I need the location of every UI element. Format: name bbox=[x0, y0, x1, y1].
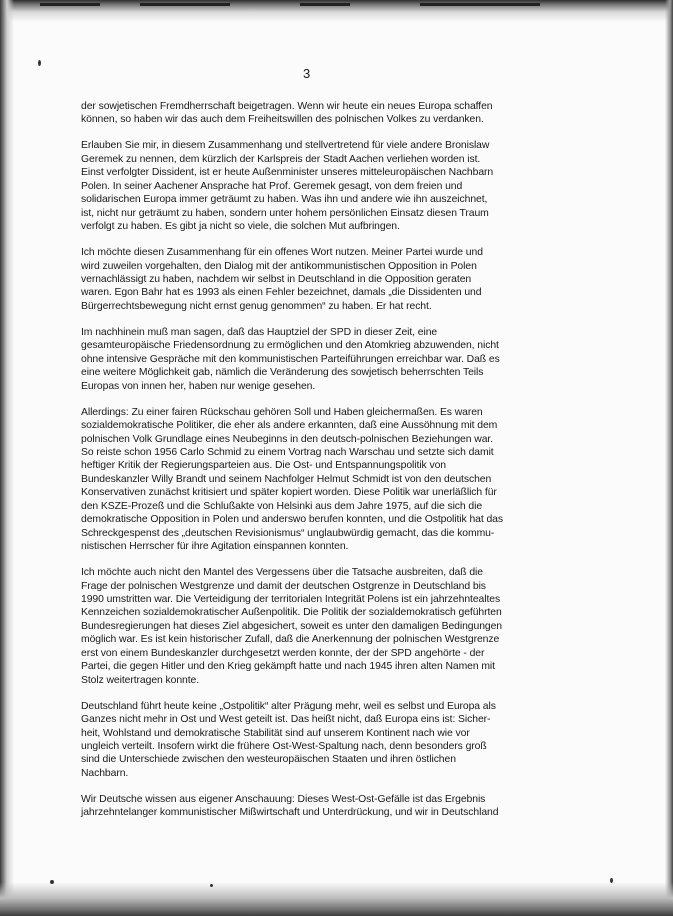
text-line: Einst verfolgter Dissident, ist er heute Außenminister unseres mitteleuropäischen Nachbarn bbox=[81, 167, 494, 179]
text-line: jahrzehntelanger kommunistischer Mißwirtschaft und Unterdrückung, und wir in Deutschland bbox=[81, 807, 499, 819]
scan-edge-right bbox=[665, 0, 673, 916]
text-line: der sowjetischen Fremdherrschaft beigetragen. Wenn wir heute ein neues Europa schaffen bbox=[81, 101, 493, 112]
scan-artifact bbox=[300, 3, 350, 6]
text-line: Ich möchte diesen Zusammenhang für ein offenes Wort nutzen. Meiner Partei wurde und bbox=[81, 247, 483, 259]
text-line: solidarischen Europa immer geträumt zu haben. Was ihn und andere wie ihn auszeichnet, bbox=[81, 194, 488, 206]
text-line: So reiste schon 1956 Carlo Schmid zu einem Vortrag nach Warschau und setzte sich damit bbox=[81, 446, 494, 458]
text-line: Bürgerrechtsbewegung nicht ernst genug genommen“ zu haben. Er hat recht. bbox=[81, 300, 432, 312]
scan-speck bbox=[38, 60, 41, 66]
text-line: gesamteuropäische Friedensordnung zu ermöglichen und den Atomkrieg abzuwenden, nicht bbox=[81, 340, 499, 352]
text-line: demokratische Opposition in Polen und anderswo berufen konnten, und die Ostpolitik hat das bbox=[81, 514, 503, 526]
text-line: heftiger Kritik der Regierungsparteien aus. Die Ost- und Entspannungspolitik von bbox=[81, 460, 446, 472]
text-line: möglich war. Es ist kein historischer Zufall, daß die Anerkennung der polnischen Westgrenze bbox=[81, 634, 500, 646]
text-line: können, so haben wir das auch dem Freiheitswillen des polnischen Volkes zu verdanken. bbox=[81, 114, 484, 126]
scan-speck bbox=[610, 878, 613, 883]
scan-speck bbox=[50, 880, 54, 884]
text-line: Geremek zu nennen, dem kürzlich der Karlspreis der Stadt Aachen verliehen worden ist. bbox=[81, 153, 481, 165]
text-line: Deutschland führt heute keine „Ostpolitik“ alter Prägung mehr, weil es selbst und Europa als bbox=[81, 700, 496, 712]
scan-artifact bbox=[140, 3, 230, 6]
paragraph bbox=[81, 139, 537, 233]
text-line: Schreckgespenst des „deutschen Revisionismus“ unglaubwürdig gemacht, das die kommu- bbox=[81, 527, 495, 539]
text-line: sozialdemokratische Politiker, die eher als andere erkannten, daß eine Aussöhnung mit dem bbox=[81, 420, 498, 432]
paragraph bbox=[81, 700, 537, 781]
text-line: Ich möchte auch nicht den Mantel des Vergessens über die Tatsache ausbreiten, daß die bbox=[81, 567, 483, 579]
text-line: eine weitere Möglichkeit gab, nämlich die Veränderung des sowjetisch beherrschten Teils bbox=[81, 367, 484, 379]
paragraph bbox=[81, 406, 537, 554]
text-line: Stolz weitertragen konnte. bbox=[81, 674, 200, 686]
text-line: Bundeskanzler Willy Brandt und seinem Nachfolger Helmut Schmidt ist von den deutschen bbox=[81, 473, 492, 485]
text-line: heit, Wohlstand und demokratische Stabilität sind auf unserem Kontinent nach wie vor bbox=[81, 727, 470, 739]
text-line: Bundesregierungen hat dieses Ziel abgesichert, soweit es unter den damaligen Bedingungen bbox=[81, 620, 502, 632]
text-line: den KSZE-Prozeß und die Schlußakte von Helsinki aus dem Jahre 1975, auf die sich die bbox=[81, 500, 483, 512]
text-line: verfolgt zu haben. Es gibt ja nicht so viele, die solchen Mut aufbringen. bbox=[81, 221, 400, 233]
scan-speck bbox=[210, 884, 213, 887]
scan-edge-bottom bbox=[0, 882, 673, 916]
paragraph bbox=[81, 793, 537, 820]
text-line: sind die Unterschiede zwischen den westeuropäischen Staaten und ihren östlichen bbox=[81, 754, 456, 766]
text-line: wird zuweilen vorgehalten, den Dialog mit der antikommunistischen Opposition in Polen bbox=[81, 260, 477, 272]
scan-edge-left bbox=[0, 0, 14, 916]
text-line: Erlauben Sie mir, in diesem Zusammenhang und stellvertretend für viele andere Bronislaw bbox=[81, 140, 490, 152]
paragraph bbox=[81, 100, 537, 127]
scan-artifact bbox=[420, 3, 540, 6]
text-line: vernachlässigt zu haben, nachdem wir selbst in Deutschland in die Opposition geraten bbox=[81, 273, 472, 285]
text-line: ohne intensive Gespräche mit den kommunistischen Parteiführungen erreichbar war. Daß es bbox=[81, 353, 500, 365]
text-line: Ganzes nicht mehr in Ost und West geteilt ist. Das heißt nicht, daß Europa eins ist: Sicher- bbox=[81, 714, 491, 726]
text-line: nistischen Herrscher für ihre Agitation einspannen konnten. bbox=[81, 541, 349, 553]
text-line: Im nachhinein muß man sagen, daß das Hauptziel der SPD in dieser Zeit, eine bbox=[81, 326, 438, 338]
page-number: 3 bbox=[303, 66, 311, 81]
text-line: ungleich verteilt. Insofern wirkt die frühere Ost-West-Spaltung nach, denn besonders groß bbox=[81, 741, 487, 753]
text-line: polnischen Volk Grundlage eines Neubeginns in den deutsch-polnischen Beziehungen war. bbox=[81, 433, 494, 445]
scan-artifact bbox=[40, 3, 100, 6]
paragraph bbox=[81, 326, 537, 393]
text-line: erst von einem Bundeskanzler durchgesetzt werden konnte, der der SPD angehörte - der bbox=[81, 647, 485, 659]
text-line: Europas von innen her, haben nur wenige gesehen. bbox=[81, 380, 316, 392]
text-line: Kennzeichen sozialdemokratischer Außenpolitik. Die Politik der sozialdemokratisch geführten bbox=[81, 607, 502, 619]
text-line: Partei, die gegen Hitler und den Krieg gekämpft hatte und nach 1945 ihren alten Namen mit bbox=[81, 661, 495, 673]
document-body bbox=[81, 100, 537, 832]
text-line: 1990 umstritten war. Die Verteidigung der territorialen Integrität Polens ist ein jahrzehntealtes bbox=[81, 594, 501, 605]
text-line: Konservativen zunächst kritisiert und später kopiert worden. Diese Politik war unerläßlich für bbox=[81, 487, 497, 499]
paragraph bbox=[81, 566, 537, 687]
text-line: Allerdings: Zu einer fairen Rückschau gehören Soll und Haben gleichermaßen. Es waren bbox=[81, 406, 483, 418]
paragraph bbox=[81, 246, 537, 313]
text-line: Frage der polnischen Westgrenze und damit der deutschen Ostgrenze in Deutschland bis bbox=[81, 580, 486, 592]
text-line: Polen. In seiner Aachener Ansprache hat Prof. Geremek gesagt, von dem freien und bbox=[81, 180, 463, 192]
text-line: Nachbarn. bbox=[81, 767, 129, 779]
text-line: Wir Deutsche wissen aus eigener Anschauung: Dieses West-Ost-Gefälle ist das Ergebnis bbox=[81, 793, 486, 805]
text-line: ist, nicht nur geträumt zu haben, sondern unter hohem persönlichen Einsatz diesen Traum bbox=[81, 207, 489, 219]
text-line: waren. Egon Bahr hat es 1993 als einen Fehler bezeichnet, damals „die Dissidenten und bbox=[81, 287, 482, 299]
